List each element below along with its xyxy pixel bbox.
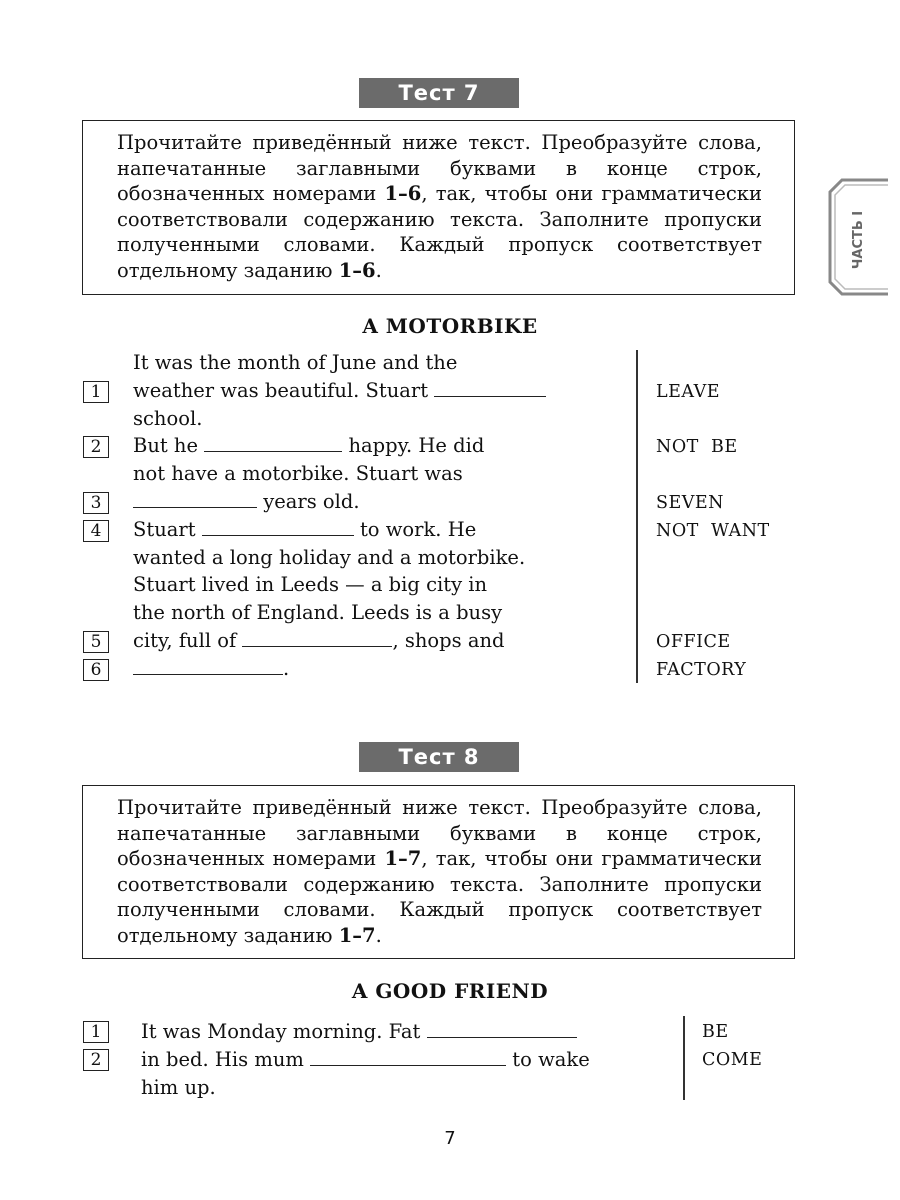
test-8-banner: Тест 8 [359,742,519,772]
answer-blank-2[interactable] [310,1047,506,1066]
text-line: in bed. His mum to wake [141,1048,590,1071]
test-8-title: A GOOD FRIEND [351,979,549,1003]
test-7-instructions: Прочитайте приведённый ниже текст. Преобразуйте слова, напечатанные заглавными буквами в конце строк, обозначенных номерами 1–6, так, чтобы они грамматически соответствовали содержанию текста. Заполните пропуски полученными словами. Каждый пропуск соответствует отдельному заданию 1–6. [82,120,795,295]
text-line: not have a motorbike. Stuart was [133,462,463,485]
text-line: It was the month of June and the [133,351,458,374]
task-number: 1 [83,1021,109,1043]
base-word: NOT BE [656,437,738,457]
answer-blank-2[interactable] [204,433,342,452]
text-line: city, full of , shops and [133,629,505,652]
test-8-instructions: Прочитайте приведённый ниже текст. Преобразуйте слова, напечатанные заглавными буквами в конце строк, обозначенных номерами 1–7, так, чтобы они грамматически соответствовали содержанию текста. Заполните пропуски полученными словами. Каждый пропуск соответствует отдельному заданию 1–7. [82,785,795,959]
side-tab-label: ЧАСТЬ I [850,210,866,270]
answer-blank-6[interactable] [133,656,283,675]
text-line: But he happy. He did [133,434,485,457]
task-number: 2 [83,1049,109,1071]
task-number: 6 [83,659,109,681]
task-number: 3 [83,492,109,514]
text-line: school. [133,407,203,430]
base-word: OFFICE [656,632,731,652]
base-word: SEVEN [656,493,724,513]
answer-blank-1[interactable] [434,378,546,397]
text-line: . [133,655,289,683]
text-line: Stuart lived in Leeds — a big city in [133,573,488,596]
test-7-banner: Тест 7 [359,78,519,108]
text-line: Stuart to work. He [133,518,477,541]
task-number: 1 [83,381,109,403]
answer-blank-4[interactable] [202,517,354,536]
answer-blank-5[interactable] [242,628,392,647]
text-line: wanted a long holiday and a motorbike. [133,546,526,569]
text-line: weather was beautiful. Stuart [133,377,546,405]
column-divider [683,1016,685,1100]
text-line: the north of England. Leeds is a busy [133,601,503,624]
page-number: 7 [444,1128,456,1149]
test-7-title: A MOTORBIKE [362,314,538,338]
column-divider [636,350,638,683]
answer-blank-3[interactable] [133,489,257,508]
text-line: It was Monday morning. Fat [141,1018,577,1046]
task-number: 5 [83,631,109,653]
text-line: him up. [141,1076,216,1099]
text-line: years old. [133,488,360,516]
base-word: FACTORY [656,660,747,680]
base-word: BE [702,1022,729,1042]
base-word: LEAVE [656,382,721,402]
base-word: NOT WANT [656,521,770,541]
answer-blank-1[interactable] [427,1019,577,1038]
task-number: 4 [83,520,109,542]
base-word: COME [702,1050,763,1070]
task-number: 2 [83,436,109,458]
